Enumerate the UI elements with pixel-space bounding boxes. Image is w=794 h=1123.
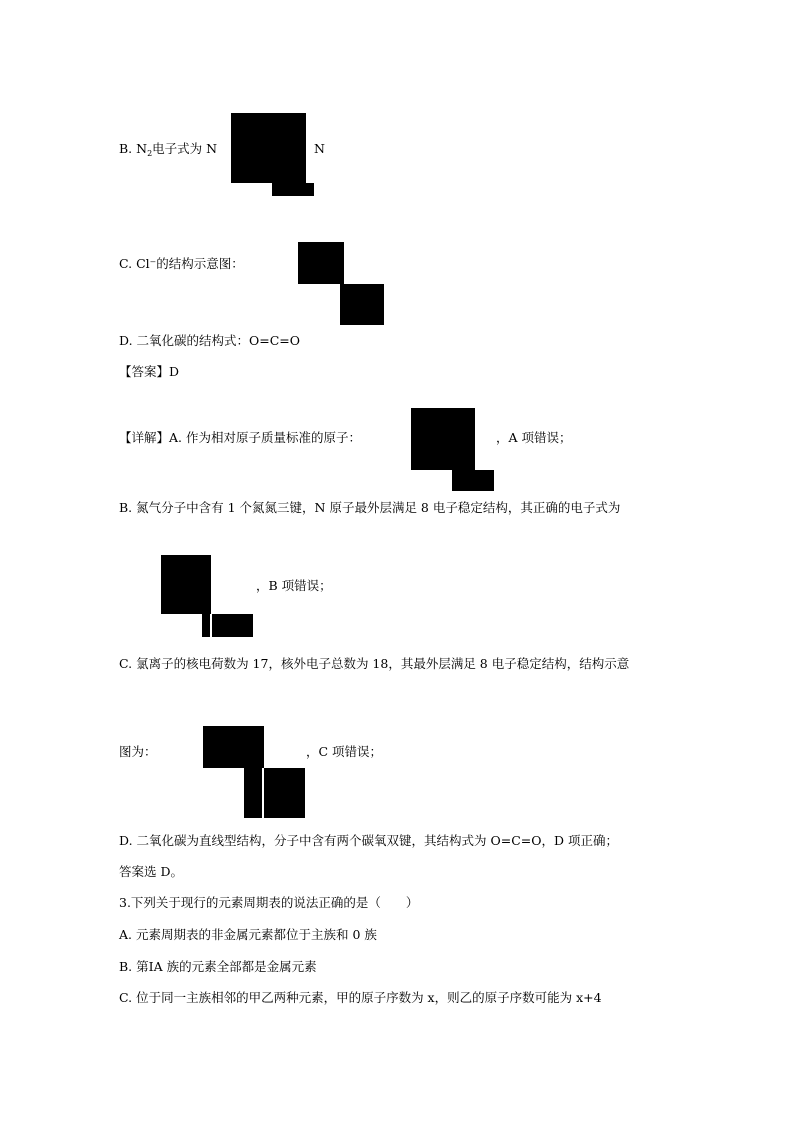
option-b-mid: 电子式为 N <box>152 141 218 156</box>
redacted-image <box>452 470 494 491</box>
redacted-image <box>203 726 264 768</box>
option-b-prefix: B. N <box>119 141 148 156</box>
detail-a-tail: ，A 项错误； <box>496 430 572 445</box>
question-3-option-b: B. 第ⅠA 族的元素全部都是金属元素 <box>119 959 317 974</box>
question-3-option-c: C. 位于同一主族相邻的甲乙两种元素，甲的原子序数为 x，则乙的原子序数可能为 x+4 <box>119 990 602 1005</box>
detail-b-line: B. 氮气分子中含有 1 个氮氮三键，N 原子最外层满足 8 电子稳定结构，其正确的电子式为 <box>119 500 621 515</box>
detail-d-line: D. 二氧化碳为直线型结构，分子中含有两个碳氧双键，其结构式为 O=C=O，D 项正确； <box>119 833 619 848</box>
subscript: 2 <box>147 149 153 158</box>
redacted-image <box>272 183 314 196</box>
option-b-line <box>119 141 217 162</box>
redacted-image <box>244 768 262 818</box>
redacted-image <box>212 614 253 637</box>
detail-b-tail: ，B 项错误； <box>256 578 332 593</box>
detail-c-line2: 图为： <box>119 744 157 759</box>
choose-line: 答案选 D。 <box>119 864 183 879</box>
question-3-option-a: A. 元素周期表的非金属元素都位于主族和 0 族 <box>119 927 377 942</box>
redacted-image <box>161 555 211 614</box>
redacted-image <box>411 408 475 470</box>
redacted-image <box>340 284 384 325</box>
redacted-image <box>202 614 210 637</box>
detail-a-line: 【详解】A. 作为相对原子质量标准的原子： <box>119 430 361 445</box>
detail-c-line: C. 氯离子的核电荷数为 17，核外电子总数为 18，其最外层满足 8 电子稳定结构，结构示意 <box>119 656 630 671</box>
redacted-image <box>298 242 344 284</box>
detail-c-tail: ，C 项错误； <box>306 744 383 759</box>
answer-line: 【答案】D <box>119 364 180 379</box>
option-b-end: N <box>314 141 325 156</box>
redacted-image <box>231 113 306 183</box>
option-c-line: C. Cl⁻的结构示意图： <box>119 256 244 271</box>
option-d-line: D. 二氧化碳的结构式：O=C=O <box>119 333 301 348</box>
redacted-image <box>264 768 305 818</box>
question-3-stem: 3.下列关于现行的元素周期表的说法正确的是（ ） <box>119 895 419 910</box>
